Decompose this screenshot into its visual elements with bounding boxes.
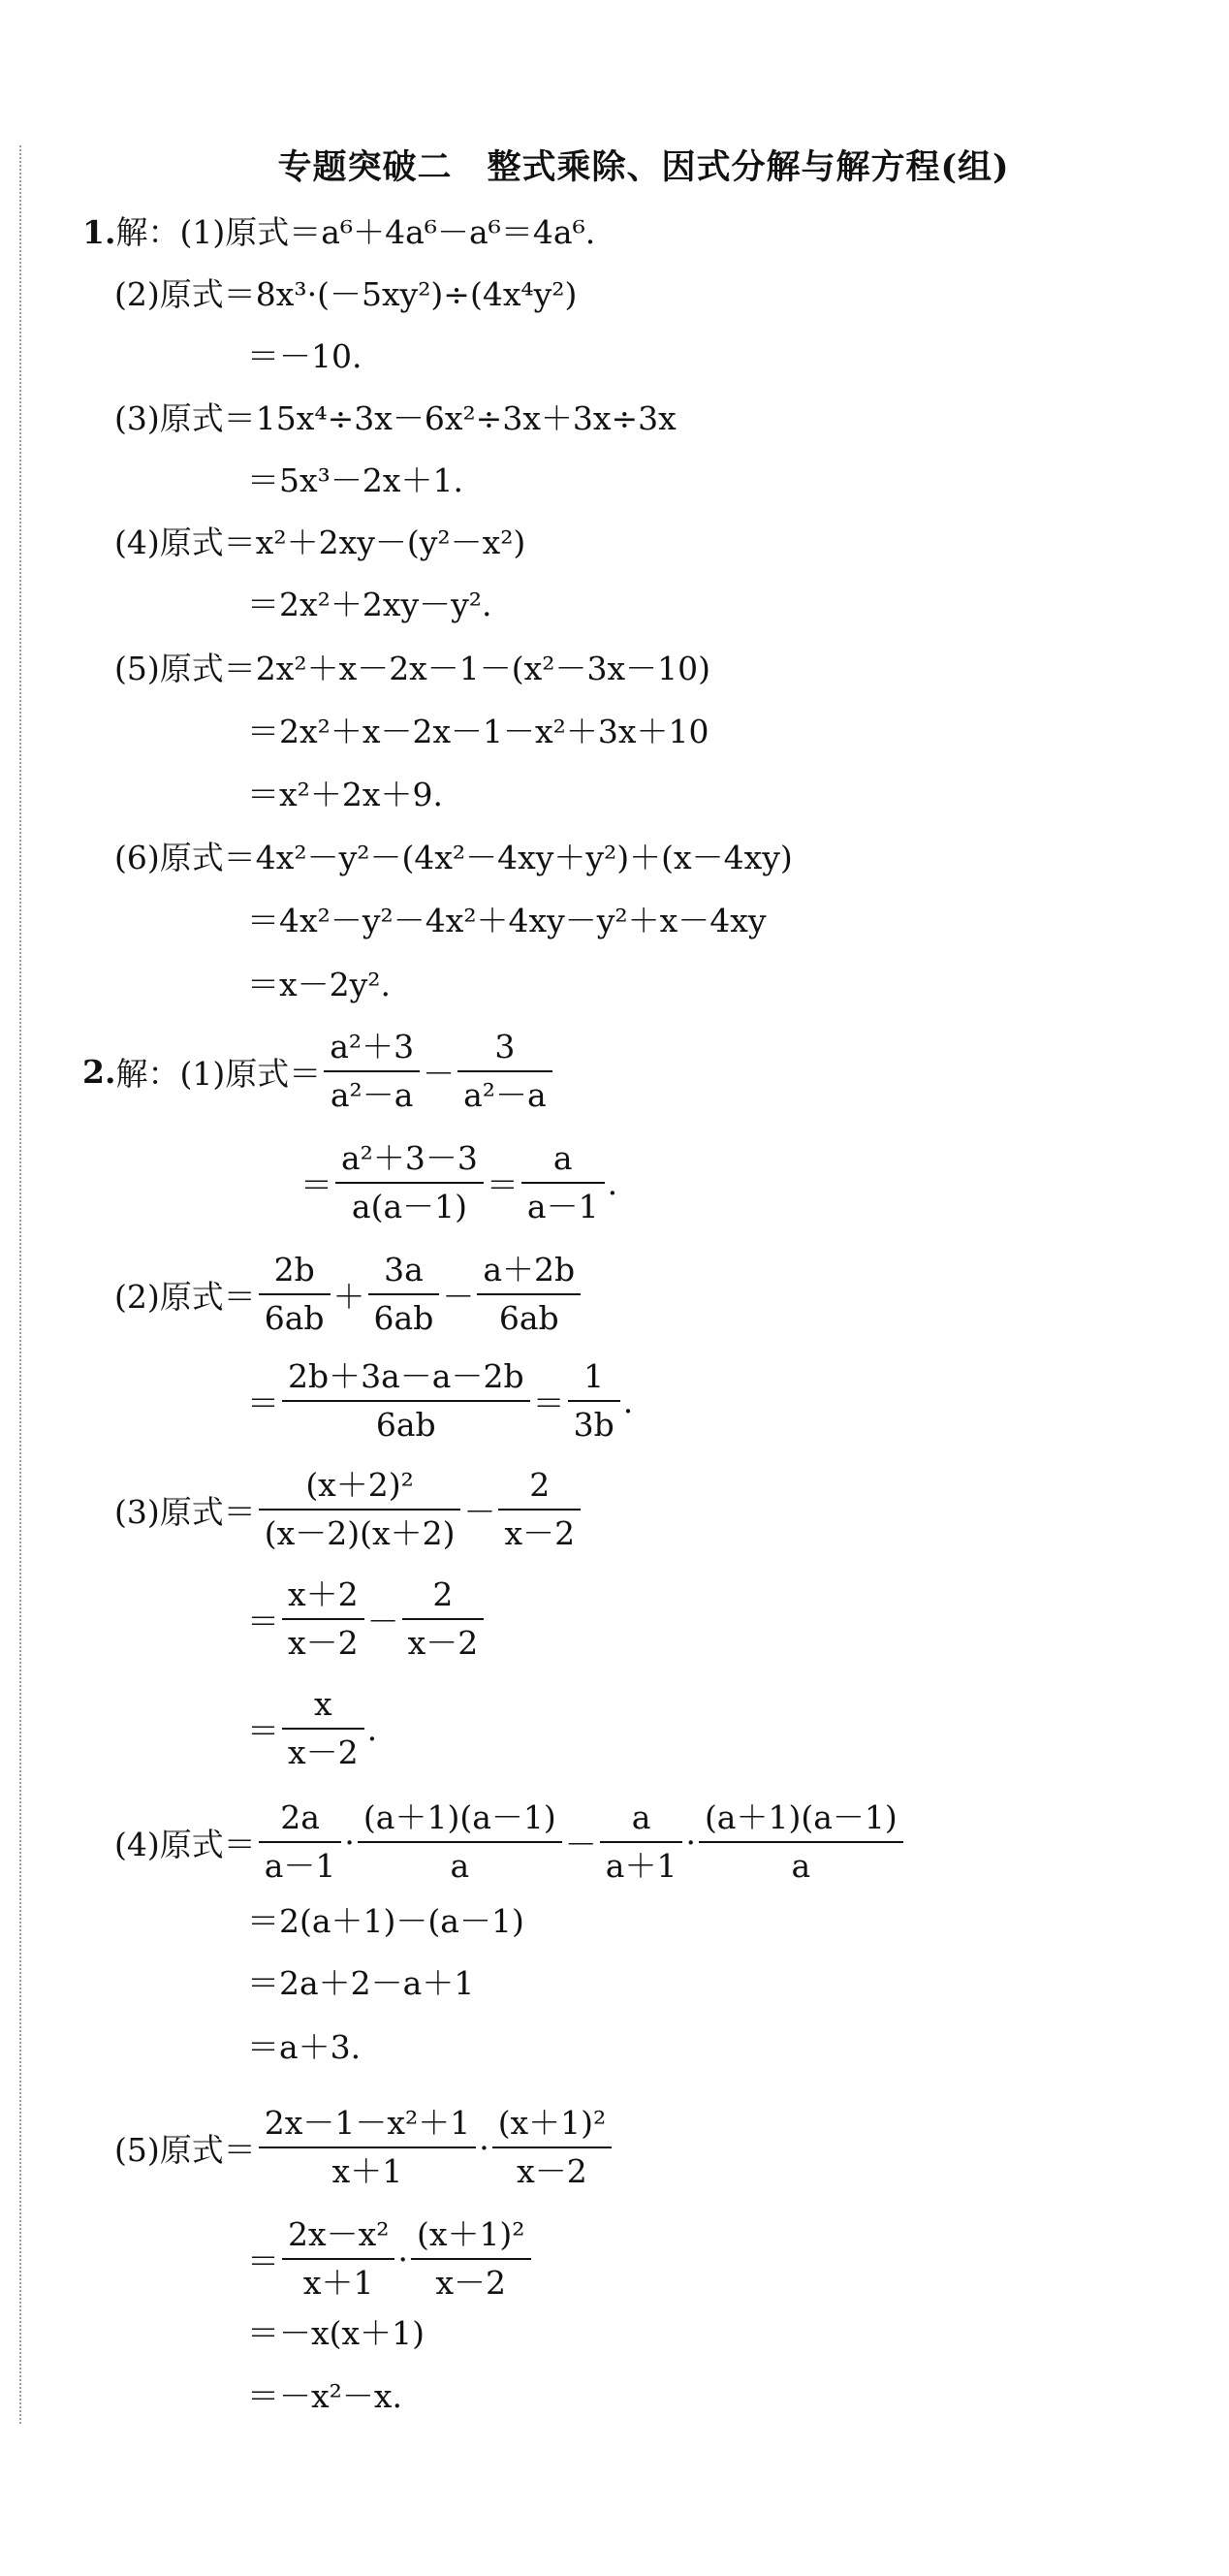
q2-part3-line3: ＝ $\frac{x}{x-2}$ . <box>247 1685 378 1771</box>
q2-part3-line1: (3)原式＝ $\frac{\text{(x＋2)²}}{(x-2)(x+2)}$ － $\frac{2}{x-2}$ <box>114 1466 583 1553</box>
q2-step: ＝－x²－x. <box>247 2377 402 2415</box>
q1-step: ＝x²＋2x＋9. <box>247 776 443 813</box>
q1-line-1 <box>82 211 595 254</box>
q1-step: ＝－10. <box>247 337 362 375</box>
q2-intro: 解： <box>115 1054 180 1093</box>
part-prefix: (2)原式＝ <box>114 1277 256 1316</box>
q2-part1-line2: ＝ $\frac{\text{a²＋3－3}}{a(a-1)}$ ＝ $\frac{a}{a-1}$ . <box>300 1139 618 1225</box>
q1-step: (2)原式＝8x³·(－5xy²)÷(4x⁴y²) <box>114 275 578 313</box>
q2-label: 2. <box>82 1052 116 1091</box>
q2-step: ＝－x(x＋1) <box>247 2314 425 2352</box>
fraction: $\frac{\text{2x－x²}}{x+1}$ <box>282 2215 394 2303</box>
fraction: $\frac{2}{x-2}$ <box>498 1466 581 1553</box>
q2-step: ＝2a＋2－a＋1 <box>247 1964 475 2002</box>
page-title: 专题突破二 整式乘除、因式分解与解方程(组) <box>277 147 1010 187</box>
q1-step: (6)原式＝4x²－y²－(4x²－4xy＋y²)＋(x－4xy) <box>114 839 793 876</box>
q1-step: ＝4x²－y²－4x²＋4xy－y²＋x－4xy <box>247 902 767 939</box>
q2-step: ＝a＋3. <box>247 2028 362 2066</box>
fraction: $\frac{\text{a²＋3}}{\text{a²－a}}$ <box>324 1028 420 1115</box>
q1-step: (1)原式＝a⁶＋4a⁶－a⁶＝4a⁶. <box>179 213 596 251</box>
fraction: $\frac{2a}{a-1}$ <box>259 1798 342 1886</box>
part-prefix: (4)原式＝ <box>114 1825 256 1863</box>
fraction: $\frac{3}{\text{a²－a}}$ <box>457 1028 552 1115</box>
fraction: $\frac{2b+3a-a-2b}{6ab}$ <box>282 1357 530 1445</box>
q1-intro: 解： <box>115 213 180 251</box>
fraction: $\frac{3a}{6ab}$ <box>368 1251 440 1338</box>
q1-step: ＝x－2y². <box>247 966 391 1003</box>
q1-step: ＝2x²＋2xy－y². <box>247 586 492 623</box>
q2-part2-line1: (2)原式＝ $\frac{2b}{6ab}$ ＋ $\frac{3a}{6ab}$ － $\frac{a+2b}{6ab}$ <box>114 1251 583 1338</box>
part-prefix: (1)原式＝ <box>179 1054 322 1093</box>
part-prefix: (5)原式＝ <box>114 2130 256 2169</box>
q1-step: (3)原式＝15x⁴÷3x－6x²÷3x＋3x÷3x <box>114 399 677 437</box>
q2-part2-line2: ＝ $\frac{2b+3a-a-2b}{6ab}$ ＝ $\frac{1}{3b}$ . <box>247 1357 634 1444</box>
q2-part3-line2: ＝ $\frac{x+2}{x-2}$ － $\frac{2}{x-2}$ <box>247 1575 487 1663</box>
fraction: $\frac{a}{a+1}$ <box>600 1798 683 1886</box>
q2-part5-line1: (5)原式＝ $\frac{\text{2x－1－x²＋1}}{x+1}$ · $\frac{\text{(x＋1)²}}{x-2}$ <box>114 2104 614 2191</box>
fraction: $\frac{1}{3b}$ <box>568 1357 620 1445</box>
fraction: $\frac{\text{(x＋2)²}}{(x-2)(x+2)}$ <box>259 1466 461 1553</box>
margin-dotted-line <box>19 145 21 2424</box>
q2-part5-line2: ＝ $\frac{\text{2x－x²}}{x+1}$ · $\frac{\text{(x＋1)²}}{x-2}$ <box>247 2215 534 2303</box>
q2-part1-line1: 2. 解： (1)原式＝ $\frac{\text{a²＋3}}{\text{a²－a}}$ － $\frac{3}{\text{a²－a}}$ <box>82 1028 555 1115</box>
q1-step: ＝2x²＋x－2x－1－x²＋3x＋10 <box>247 713 709 750</box>
fraction: $\frac{x+2}{x-2}$ <box>282 1575 364 1663</box>
q1-step: ＝5x³－2x＋1. <box>247 461 463 499</box>
q1-step: (5)原式＝2x²＋x－2x－1－(x²－3x－10) <box>114 650 710 687</box>
fraction: $\frac{a}{a-1}$ <box>521 1139 605 1226</box>
fraction: $\frac{(a+1)(a-1)}{a}$ <box>358 1798 562 1886</box>
fraction: $\frac{a+2b}{6ab}$ <box>477 1251 581 1338</box>
fraction: $\frac{2}{x-2}$ <box>402 1575 485 1663</box>
fraction: $\frac{\text{(x＋1)²}}{x-2}$ <box>492 2104 613 2191</box>
fraction: $\frac{x}{x-2}$ <box>282 1685 364 1772</box>
part-prefix: (3)原式＝ <box>114 1492 256 1531</box>
fraction: $\frac{(a+1)(a-1)}{a}$ <box>699 1798 903 1886</box>
fraction: $\frac{\text{2x－1－x²＋1}}{x+1}$ <box>259 2104 476 2191</box>
fraction: $\frac{\text{a²＋3－3}}{a(a-1)}$ <box>335 1139 484 1226</box>
q1-label: 1. <box>82 213 116 251</box>
fraction: $\frac{2b}{6ab}$ <box>259 1251 331 1338</box>
q2-part4-line1: (4)原式＝ $\frac{2a}{a-1}$ · $\frac{(a+1)(a-1)}{a}$ － $\frac{a}{a+1}$ · $\frac{(a+1)(a-1)}{a}$ <box>114 1798 906 1886</box>
fraction: $\frac{\text{(x＋1)²}}{x-2}$ <box>411 2215 531 2303</box>
q1-step: (4)原式＝x²＋2xy－(y²－x²) <box>114 524 526 561</box>
q2-step: ＝2(a＋1)－(a－1) <box>247 1902 524 1940</box>
